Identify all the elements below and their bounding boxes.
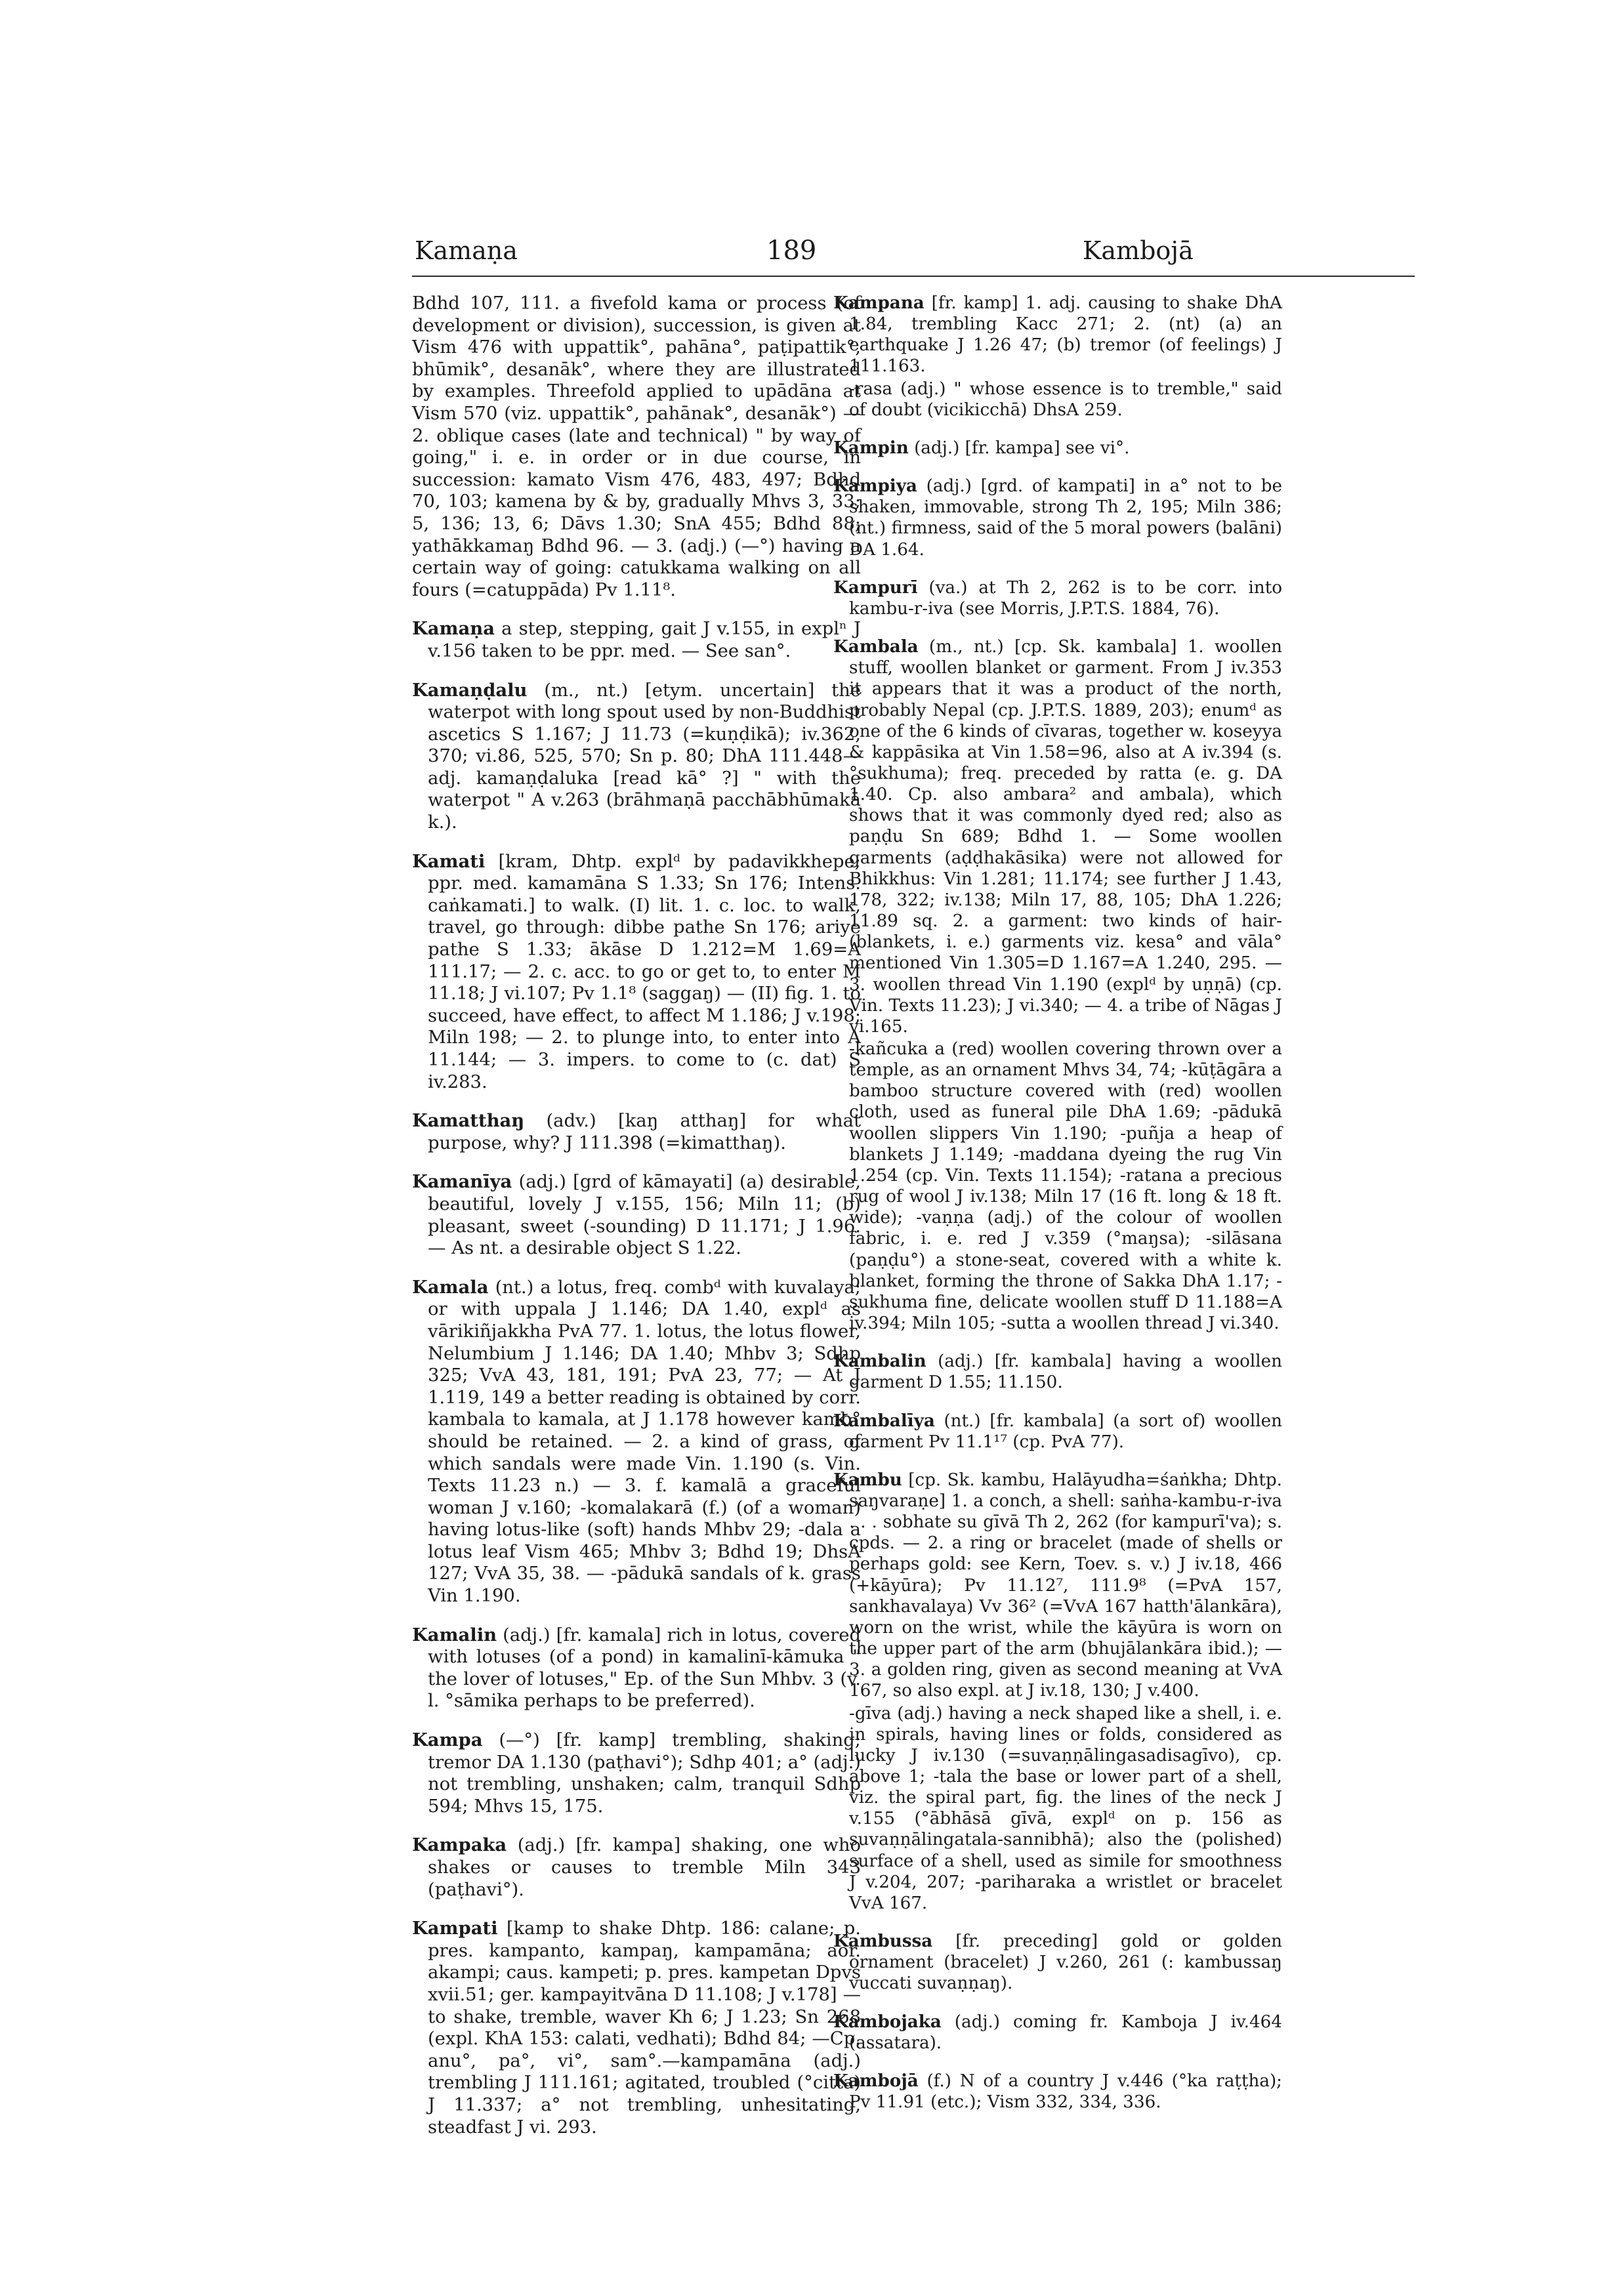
- page-number: 189: [766, 236, 817, 266]
- dictionary-entry: [833, 2012, 1282, 2054]
- dictionary-entry: [412, 851, 861, 1094]
- dictionary-entry: [412, 1834, 861, 1901]
- entry-headword: Kampana: [833, 293, 925, 313]
- entry-headword: Kamanīya: [412, 1171, 512, 1193]
- entry-text: (adj.) [fr. kamala] rich in lotus, covered with lotuses (of a pond) in kamalinī-kāmuka " the lover of lotuses," Ep. of the Sun Mhbv. 3 (v. l. °sāmika perhaps to be preferred).: [428, 1624, 862, 1712]
- dictionary-entry: [833, 1351, 1282, 1393]
- entry-text: (adj.) [grd of kāmayati] (a) desirable, beautiful, lovely J v.155, 156; Miln 11; (b) pleasant, sweet (-sounding) D 11.171; J 1.96. — As nt. a desirable object S 1.22.: [428, 1172, 861, 1259]
- dictionary-entry: [412, 1624, 861, 1712]
- entry-text: [fr. kamp] 1. adj. causing to shake DhA 1.84, trembling Kacc 271; 2. (nt) (a) an earthquake J 1.26 47; (b) tremor (of feelings) J 111.163.: [849, 293, 1282, 377]
- entry-text: (—°) [fr. kamp] trembling, shaking; tremor DA 1.130 (paṭhavi°); Sdhp 401; a° (adj.) not trembling, unshaken; calm, tranquil Sdhp 594; Mhvs 15, 175.: [428, 1730, 861, 1817]
- entry-headword: Kamaṇḍalu: [412, 679, 528, 701]
- header-rule: [412, 276, 1415, 277]
- dictionary-entry: [412, 1277, 861, 1607]
- entry-headword: Kambussa: [833, 1931, 933, 1952]
- dictionary-entry: [833, 577, 1282, 619]
- left-column: [412, 293, 861, 2155]
- entry-text: [kamp to shake Dhtp. 186: calane; p. pres. kampanto, kampaŋ, kampamāna; aor. akampi; caus. kampeti; p. pres. kampetan Dpvs xvii.51; ger. kampayitvāna D 11.108; J v.178] — to shake, tremble, waver Kh 6; J 1.23; Sn 268 (expl. KhA 153: calati, vedhati); Bdhd 84; —Cp. anu°, pa°, vi°, sam°.—kampamāna (adj.) trembling J 111.161; agitated, troubled (°citta) J 11.337; a° not trembling, unhesitating, steadfast J vi. 293.: [428, 1918, 861, 2138]
- right-column: [833, 293, 1282, 2130]
- entry-compounds: -gīva (adj.) having a neck shaped like a shell, i. e. in spirals, having lines or folds, considered as lucky J iv.130 (=suvaṇṇālingasadisagīvo), cp. above 1; -tala the base or lower part of a shell, viz. the spiral part, fig. the lines of the neck J v.155 (°ābhāsā gīvā, explᵈ on p. 156 as suvaṇṇālingatala-sannibhā); also the (polished) surface of a shell, used as simile for smoothness J v.204, 207; -pariharaka a wristlet or bracelet VvA 167.: [849, 1703, 1282, 1913]
- entry-text: [cp. Sk. kambu, Halāyudha=śaṅkha; Dhtp. saŋvaraṇe] 1. a conch, a shell: saṅha-kambu-r-iva . . . sobhate su gīvā Th 2, 262 (for kampurī'va); s. cpds. — 2. a ring or bracelet (made of shells or perhaps gold: see Kern, Toev. s. v.) J iv.18, 466 (+kāyūra); Pv 11.12⁷, 111.9⁸ (=PvA 157, sankhavalaya) Vv 36² (=VvA 167 hatth'ālankāra), worn on the wrist, while the kāyūra is worn on the upper part of the arm (bhujālankāra ibid.); — 3. a golden ring, given as second meaning at VvA 167, so also expl. at J iv.18, 130; J v.400.: [849, 1470, 1283, 1701]
- entry-headword: Kampin: [833, 437, 909, 458]
- entry-headword: Kampaka: [412, 1834, 507, 1856]
- entry-headword: Kambalin: [833, 1351, 927, 1372]
- entry-text: (f.) N of a country J v.446 (°ka raṭṭha); Pv 11.91 (etc.); Vism 332, 334, 336.: [849, 2071, 1283, 2113]
- entry-headword: Kampati: [412, 1918, 498, 1939]
- entry-text: (adv.) [kaŋ atthaŋ] for what purpose, why? J 111.398 (=kimatthaŋ).: [428, 1111, 861, 1153]
- running-head-left: Kamaṇa: [415, 236, 518, 265]
- entry-compounds: -rasa (adj.) " whose essence is to tremble," said of doubt (vicikicchā) DhsA 259.: [849, 379, 1282, 420]
- entry-headword: Kamati: [412, 850, 486, 872]
- dictionary-entry: [833, 293, 1282, 421]
- entry-compounds: -kañcuka a (red) woollen covering thrown over a temple, as an ornament Mhvs 34, 74; -kūṭāgāra a bamboo structure covered with (red) woollen cloth, used as funeral pile DhA 1.69; -pādukā woollen slippers Vin 1.190; -puñja a heap of blankets J 1.149; -maddana dyeing the rug Vin 1.254 (cp. Vin. Texts 11.154); -ratana a precious rug of wool J iv.138; Miln 17 (16 ft. long & 18 ft. wide); -vaṇṇa (adj.) of the colour of woollen fabric, i. e. red J v.359 (°maŋsa); -silāsana (paṇḍu°) a stone-seat, covered with a white k. blanket, forming the throne of Sakka DhA 1.17; -sukhuma fine, delicate woollen stuff D 11.188=A iv.394; Miln 105; -sutta a woollen thread J vi.340.: [849, 1039, 1282, 1334]
- entry-headword: Kamaṇa: [412, 618, 495, 640]
- entry-text: (m., nt.) [cp. Sk. kambala] 1. woollen stuff, woollen blanket or garment. From J iv.353 it appears that it was a product of the north, probably Nepal (cp. J.P.T.S. 1889, 203); enumᵈ as one of the 6 kinds of cīvaras, together w. koseyya & kappāsika at Vin 1.58=96, also at A iv.394 (s. °sukhuma); freq. preceded by ratta (e. g. DA 1.40. Cp. also ambara² and ambala), which shows that it was commonly dyed red; also as paṇḍu Sn 689; Bdhd 1. — Some woollen garments (aḍḍhakāsika) were not allowed for Bhikkhus: Vin 1.281; 11.174; see further J 1.43, 178, 322; iv.138; Miln 17, 88, 105; DhA 1.226; 11.89 sq. 2. a garment: two kinds of hair-(blankets, i. e.) garments viz. kesa° and vāla° mentioned Vin 1.305=D 1.167=A 1.240, 295. — 3. woollen thread Vin 1.190 (explᵈ by uṇṇā) (cp. Vin. Texts 11.23); J vi.340; — 4. a tribe of Nāgas J vi.165.: [849, 637, 1283, 1037]
- dictionary-entry: [412, 680, 861, 834]
- entry-headword: Kamalin: [412, 1624, 497, 1645]
- entry-text: (nt.) [fr. kambala] (a sort of) woollen garment Pv 11.1¹⁷ (cp. PvA 77).: [849, 1411, 1282, 1452]
- entry-headword: Kambala: [833, 636, 919, 657]
- entry-text: (va.) at Th 2, 262 is to be corr. into kambu-r-iva (see Morris, J.P.T.S. 1884, 76).: [849, 577, 1282, 619]
- entry-headword: Kambojaka: [833, 2011, 942, 2032]
- dictionary-entry: [412, 1729, 861, 1817]
- entry-headword: Kampiya: [833, 476, 917, 497]
- running-head-right: Kambojā: [1083, 236, 1194, 265]
- entry-headword: Kampa: [412, 1729, 483, 1751]
- entry-text: (adj.) [fr. kambala] having a woollen garment D 1.55; 11.150.: [849, 1352, 1282, 1393]
- dictionary-entry: [833, 636, 1282, 1334]
- entry-text: (adj.) [fr. kampa] see vi°.: [914, 438, 1130, 458]
- entry-text: Bdhd 107, 111. a fivefold kama or process (of development or division), succession, is given at Vism 476 with uppattik°, pahāna°, paṭipattik°, bhūmik°, desanāk°, where they are illustrated by examples. Threefold applied to upādāna at Vism 570 (viz. uppattik°, pahānak°, desanāk°) — 2. oblique cases (late and technical) " by way of going," i. e. in order or in due course, in succession: kamato Vism 476, 483, 497; Bdhd 70, 103; kamena by & by, gradually Mhvs 3, 33; 5, 136; 13, 6; Dāvs 1.30; SnA 455; Bdhd 88; yathākkamaŋ Bdhd 96. — 3. (adj.) (—°) having a certain way of going: catukkama walking on all fours (=catuppāda) Pv 1.11⁸.: [412, 293, 861, 600]
- entry-headword: Kambalīya: [833, 1410, 935, 1431]
- entry-headword: Kamatthaŋ: [412, 1110, 525, 1132]
- entry-text: (adj.) [fr. kampa] shaking, one who shakes or causes to tremble Miln 343 (paṭhavi°).: [428, 1835, 861, 1900]
- entry-text: (m., nt.) [etym. uncertain] the waterpot with long spout used by non-Buddhist ascetics S 1.167; J 11.73 (=kuṇḍikā); iv.362, 370; vi.86, 525, 570; Sn p. 80; DhA 111.448—adj. kamaṇḍaluka [read kā° ?] " with the waterpot " A v.263 (brāhmaṇā pacchābhūmakā k.).: [428, 680, 861, 833]
- dictionary-entry: [833, 476, 1282, 560]
- dictionary-entry: [833, 438, 1282, 459]
- entry-text: a step, stepping, gait J v.155, in explⁿ J v.156 taken to be ppr. med. — See san°.: [428, 619, 861, 661]
- entry-headword: Kambu: [833, 1469, 902, 1490]
- entry-headword: Kamala: [412, 1276, 489, 1298]
- entry-headword: Kambojā: [833, 2070, 919, 2091]
- dictionary-entry: [833, 2071, 1282, 2113]
- entry-text: (nt.) a lotus, freq. combᵈ with kuvalaya; or with uppala J 1.146; DA 1.40, explᵈ as vārikiñjakkha PvA 77. 1. lotus, the lotus flower, Nelumbium J 1.146; DA 1.40; Mhbv 3; Sdhp 325; VvA 43, 181, 191; PvA 23, 77; — At J 1.119, 149 a better reading is obtained by corr. kambala to kamala, at J 1.178 however kamb° should be retained. — 2. a kind of grass, of which sandals were made Vin. 1.190 (s. Vin. Texts 11.23 n.) — 3. f. kamalā a graceful woman J v.160; -komalakarā (f.) (of a woman) having lotus-like (soft) hands Mhbv 29; -dala a lotus leaf Vism 465; Mhbv 3; Bdhd 19; DhsA 127; VvA 35, 38. — -pādukā sandals of k. grass Vin 1.190.: [428, 1277, 861, 1607]
- entry-text: (adj.) [grd. of kampati] in a° not to be shaken, immovable, strong Th 2, 195; Miln 386; (nt.) firmness, said of the 5 moral powers (balāni) DA 1.64.: [849, 476, 1283, 560]
- dictionary-entry: [412, 1110, 861, 1154]
- entry-headword: Kampurī: [833, 577, 918, 598]
- entry-text: (adj.) coming fr. Kamboja J iv.464 (assatara).: [849, 2012, 1282, 2053]
- continued-entry: [412, 293, 861, 601]
- entry-text: [kram, Dhtp. explᵈ by padavikkhepe; ppr. med. kamamāna S 1.33; Sn 176; Intens. caṅkamati.] to walk. (I) lit. 1. c. loc. to walk, travel, go through: dibbe pathe Sn 176; ariye pathe S 1.33; ākāse D 1.212=M 1.69=A 111.17; — 2. c. acc. to go or get to, to enter M 11.18; J vi.107; Pv 1.1⁸ (saggaŋ) — (II) fig. 1. to succeed, have effect, to affect M 1.186; J v.198; Miln 198; — 2. to plunge into, to enter into A 11.144; — 3. impers. to come to (c. dat) S iv.283.: [428, 851, 861, 1092]
- dictionary-entry: [412, 1918, 861, 2138]
- dictionary-entry: [833, 1931, 1282, 1994]
- dictionary-entry: [412, 1171, 861, 1259]
- entry-text: [fr. preceding] gold or golden ornament (bracelet) J v.260, 261 (: kambussaŋ vuccati suvaṇṇaŋ).: [849, 1932, 1282, 1994]
- dictionary-entry: [412, 618, 861, 662]
- dictionary-entry: [833, 1411, 1282, 1453]
- dictionary-entry: [833, 1470, 1282, 1914]
